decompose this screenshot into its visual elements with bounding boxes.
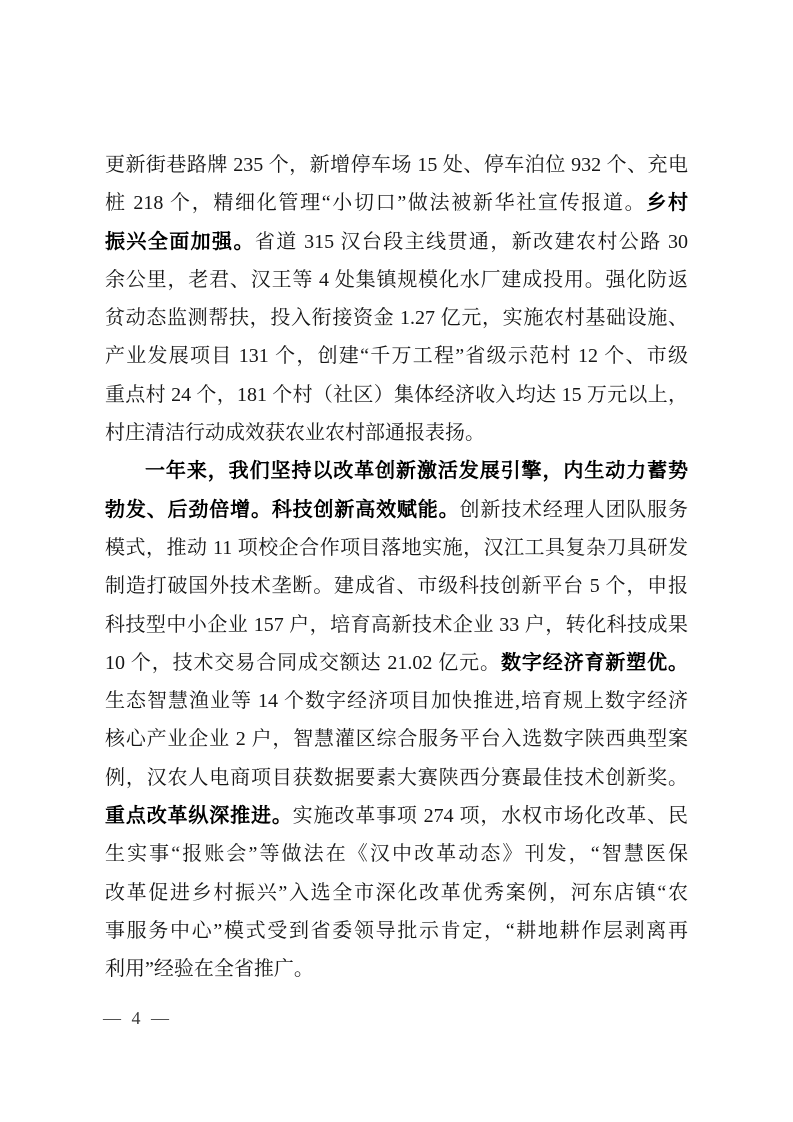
text-line — [105, 414, 688, 452]
text-line — [105, 146, 688, 184]
text-segment: 事服务中心”模式受到省委领导批示肯定，“耕地耕作层剥离再 — [105, 919, 688, 942]
text-line — [105, 376, 688, 414]
text-segment: 实施改革事项 274 项，水权市场化改革、民 — [292, 805, 689, 828]
text-line — [105, 184, 688, 222]
text-segment: 生态智慧渔业等 14 个数字经济项目加快推进,培育规上数字经济 — [105, 690, 688, 713]
text-segment: 模式，推动 11 项校企合作项目落地实施，汉江工具复杂刀具研发 — [105, 536, 688, 559]
text-line — [105, 644, 688, 682]
text-line — [105, 606, 688, 644]
text-line — [105, 337, 688, 375]
text-segment: 利用”经验在全省推广。 — [105, 958, 314, 981]
emphasis-segment: 乡村 — [646, 192, 688, 215]
text-segment: 桩 218 个，精细化管理“小切口”做法被新华社宣传报道。 — [105, 192, 647, 215]
text-line — [105, 874, 688, 912]
text-segment: 改革促进乡村振兴”入选全市深化改革优秀案例，河东店镇“农 — [105, 881, 688, 904]
text-line — [105, 759, 688, 797]
text-segment: 制造打破国外技术垄断。建成省、市级科技创新平台 5 个，申报 — [105, 575, 688, 598]
text-line — [105, 223, 688, 261]
text-line — [105, 720, 688, 758]
text-segment: 村庄清洁行动成效获农业农村部通报表扬。 — [105, 422, 485, 445]
text-line — [105, 529, 688, 567]
text-line — [105, 912, 688, 950]
document-body — [105, 146, 688, 989]
text-line — [105, 797, 688, 835]
text-line — [105, 950, 688, 988]
text-segment: 余公里，老君、汉王等 4 处集镇规模化水厂建成投用。强化防返 — [105, 268, 688, 291]
emphasis-segment: 重点改革纵深推进。 — [105, 805, 293, 828]
text-segment: 省道 315 汉台段主线贯通，新改建农村公路 30 — [254, 230, 689, 253]
emphasis-segment: 振兴全面加强。 — [105, 230, 255, 253]
emphasis-segment: 一年来，我们坚持以改革创新激活发展引擎，内生动力蓄势 — [145, 460, 688, 483]
page-number: — 4 — — [103, 1008, 172, 1028]
text-line — [105, 567, 688, 605]
emphasis-segment: 数字经济育新塑优。 — [500, 651, 689, 674]
text-segment: 贫动态监测帮扶，投入衔接资金 1.27 亿元，实施农村基础设施、 — [105, 307, 688, 330]
text-segment: 10 个，技术交易合同成交额达 21.02 亿元。 — [105, 651, 501, 674]
text-segment: 科技型中小企业 157 户，培育高新技术企业 33 户，转化科技成果 — [105, 613, 688, 636]
emphasis-segment: 勃发、后劲倍增。科技创新高效赋能。 — [105, 498, 460, 521]
text-segment: 更新街巷路牌 235 个，新增停车场 15 处、停车泊位 932 个、充电 — [105, 154, 688, 176]
text-segment: 重点村 24 个，181 个村（社区）集体经济收入均达 15 万元以上， — [105, 383, 688, 406]
text-segment: 生实事“报账会”等做法在《汉中改革动态》刊发，“智慧医保 — [105, 843, 688, 866]
text-segment: 创新技术经理人团队服务 — [459, 498, 689, 521]
text-segment: 例，汉农人电商项目获数据要素大赛陕西分赛最佳技术创新奖。 — [105, 766, 688, 789]
text-line — [105, 299, 688, 337]
text-segment: 核心产业企业 2 户，智慧灌区综合服务平台入选数字陕西典型案 — [105, 728, 688, 751]
text-line — [105, 491, 688, 529]
text-line — [105, 452, 688, 490]
text-line — [105, 261, 688, 299]
text-line — [105, 835, 688, 873]
text-segment: 产业发展项目 131 个，创建“千万工程”省级示范村 12 个、市级 — [105, 345, 688, 368]
text-line — [105, 682, 688, 720]
